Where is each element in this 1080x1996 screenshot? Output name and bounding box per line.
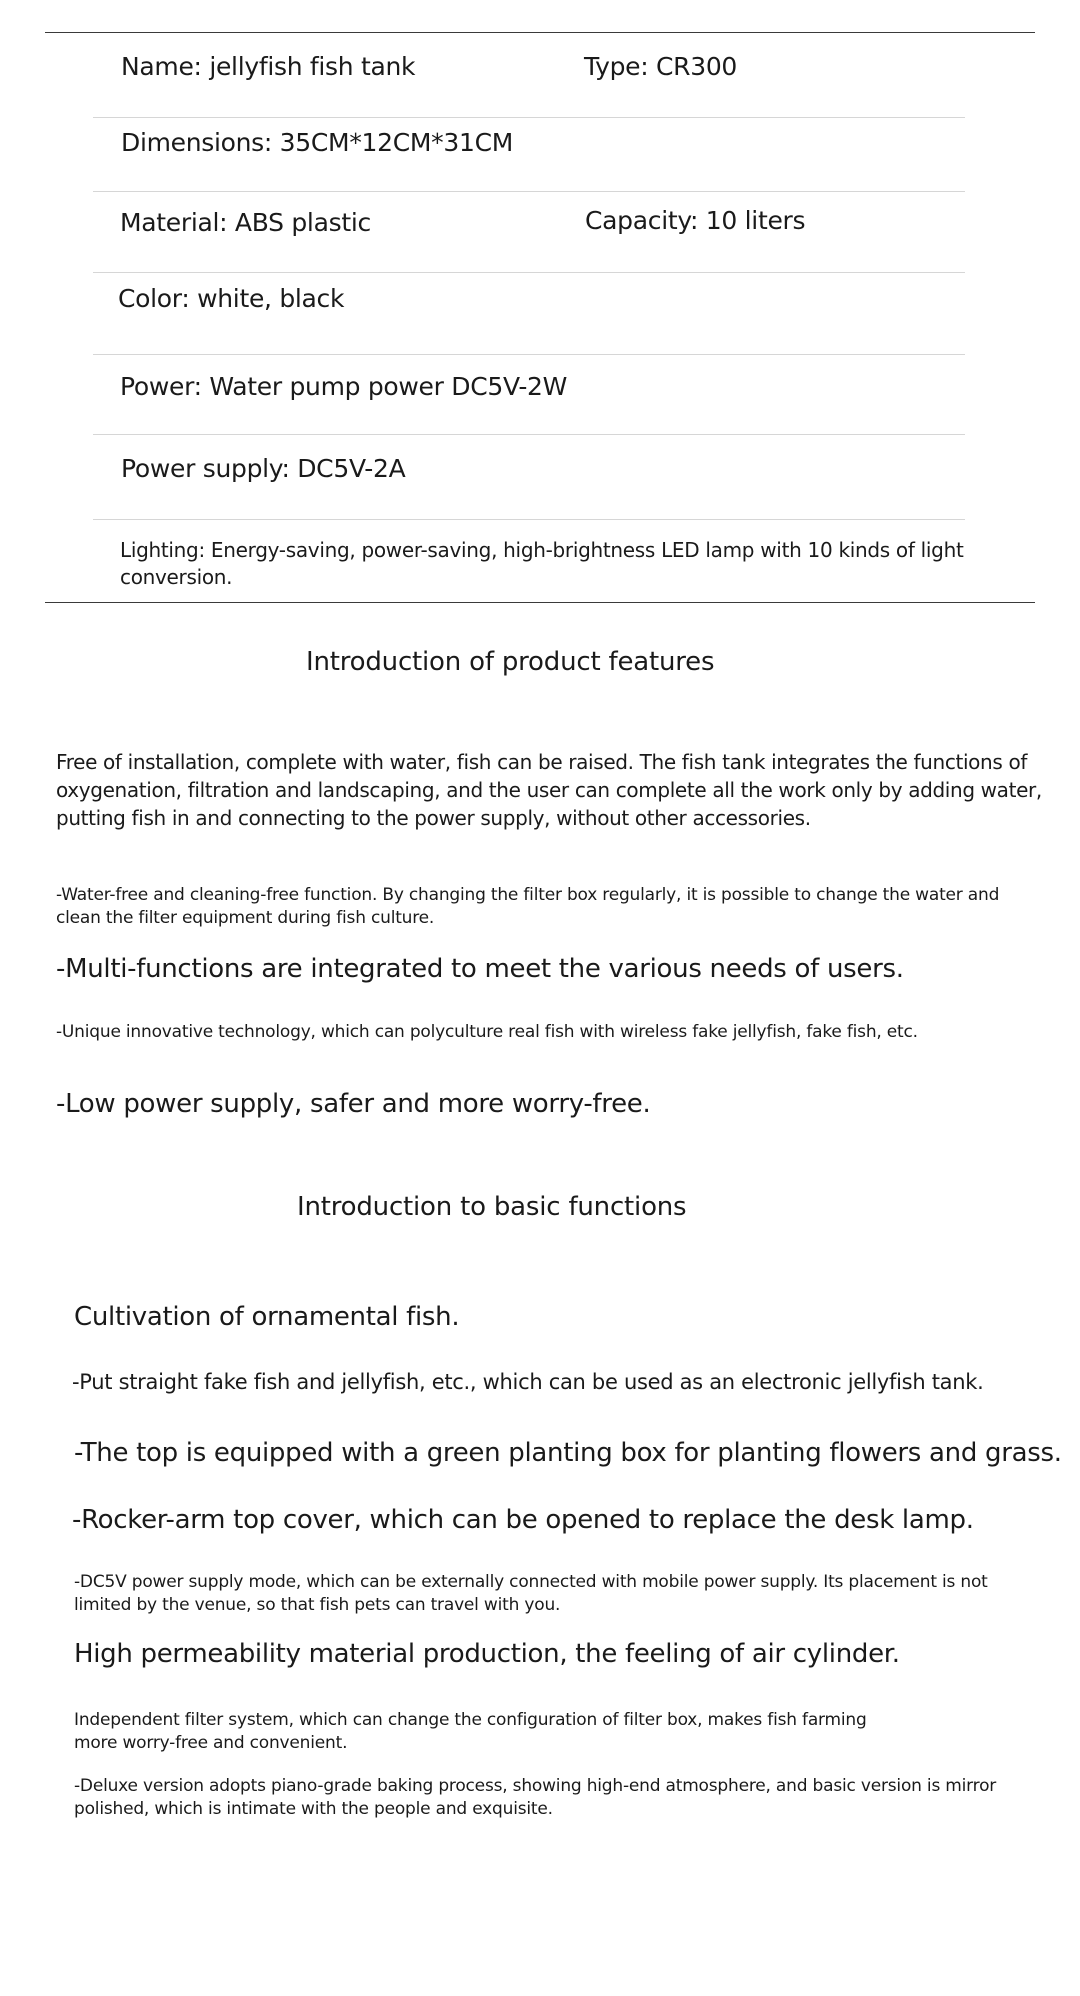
spec-power: Power: Water pump power DC5V-2W: [120, 372, 568, 401]
spec-lighting: Lighting: Energy-saving, power-saving, high-brightness LED lamp with 10 kinds of light conversion.: [120, 538, 964, 589]
basic-deluxe: -Deluxe version adopts piano-grade baking process, showing high-end atmosphere, and basic version is mirror polished, which is intimate with the people and exquisite.: [74, 1776, 997, 1819]
spec-color: Color: white, black: [118, 284, 345, 313]
basic-cultivation: Cultivation of ornamental fish.: [74, 1302, 460, 1332]
spec-capacity: Capacity: 10 liters: [585, 206, 806, 235]
basic-permeability: High permeability material production, the feeling of air cylinder.: [74, 1639, 900, 1669]
spec-row-divider: [93, 434, 965, 435]
features-heading: Introduction of product features: [306, 647, 715, 677]
spec-row-divider: [93, 272, 965, 273]
spec-row-divider: [93, 191, 965, 192]
spec-table-top-border: [45, 32, 1035, 33]
spec-row-divider: [93, 519, 965, 520]
spec-power-supply: Power supply: DC5V-2A: [121, 454, 406, 483]
basic-put-straight: -Put straight fake fish and jellyfish, etc., which can be used as an electronic jellyfish tank.: [72, 1370, 984, 1394]
feature-item-low-power: -Low power supply, safer and more worry-free.: [56, 1089, 651, 1119]
basic-top-green: -The top is equipped with a green planting box for planting flowers and grass.: [74, 1438, 1062, 1468]
feature-item-multi: -Multi-functions are integrated to meet the various needs of users.: [56, 954, 904, 984]
basic-filter: Independent filter system, which can change the configuration of filter box, makes fish farming more worry-free and convenient.: [74, 1710, 867, 1753]
feature-item-unique: -Unique innovative technology, which can polyculture real fish with wireless fake jellyfish, fake fish, etc.: [56, 1022, 918, 1042]
spec-row-divider: [93, 354, 965, 355]
basic-rocker: -Rocker-arm top cover, which can be opened to replace the desk lamp.: [72, 1505, 974, 1535]
spec-type: Type: CR300: [584, 52, 738, 81]
feature-item-water-free: -Water-free and cleaning-free function. By changing the filter box regularly, it is possible to change the water and clean the filter equipment during fish culture.: [56, 885, 1000, 928]
spec-table-bottom-border: [45, 602, 1035, 603]
basic-heading: Introduction to basic functions: [297, 1192, 687, 1222]
features-intro: Free of installation, complete with water, fish can be raised. The fish tank integrates the functions of oxygenation, filtration and landscaping, and the user can complete all the work only by adding water, putting fish in and connecting to the power supply, without other accessories.: [56, 750, 1042, 830]
basic-dc5v: -DC5V power supply mode, which can be externally connected with mobile power supply. Its placement is not limited by the venue, so that fish pets can travel with you.: [74, 1572, 988, 1615]
spec-material: Material: ABS plastic: [120, 208, 371, 237]
spec-row-divider: [93, 117, 965, 118]
spec-dimensions: Dimensions: 35CM*12CM*31CM: [121, 128, 513, 157]
spec-name: Name: jellyfish fish tank: [121, 52, 416, 81]
